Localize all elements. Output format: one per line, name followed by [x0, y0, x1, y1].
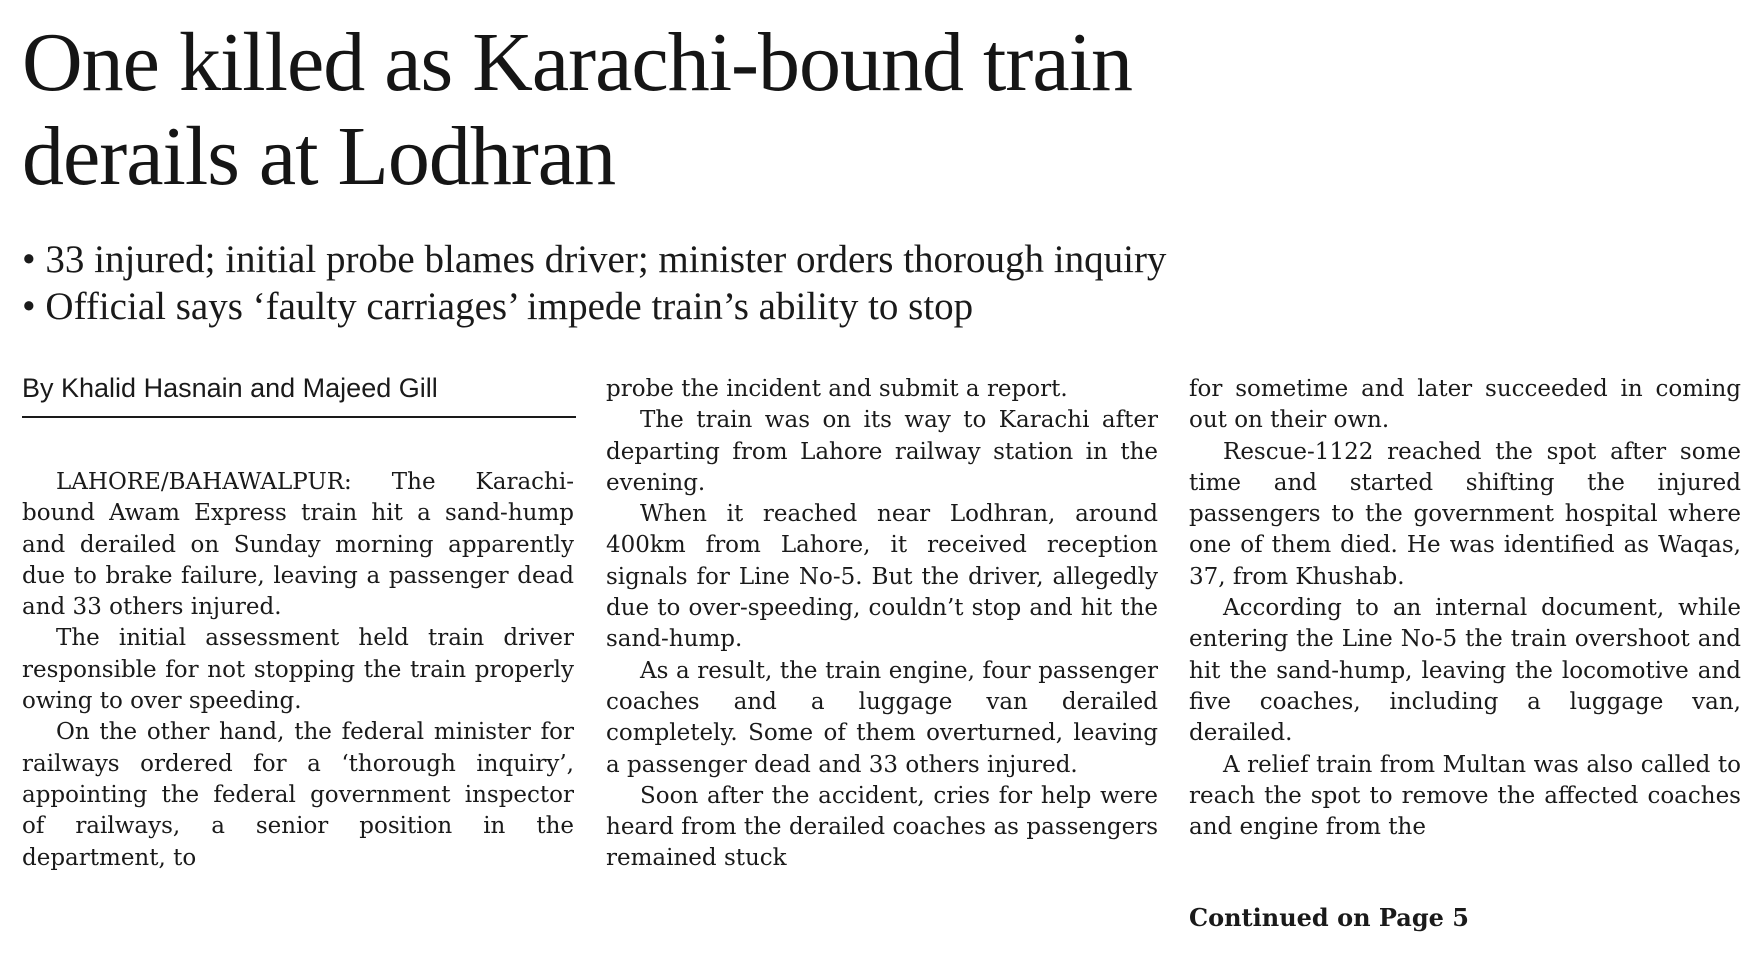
subheadlines	[22, 236, 1722, 330]
headline-line-1: One killed as Karachi-bound train	[22, 16, 1132, 109]
paragraph: Soon after the accident, cries for help were heard from the derailed coaches as passengers remained stuck	[606, 782, 1158, 872]
paragraph: As a result, the train engine, four passenger coaches and a luggage van derailed completely. Some of them overturned, leaving a passenger dead and 33 others injured.	[606, 657, 1158, 778]
subheadline-1: • 33 injured; initial probe blames driver; minister orders thorough inquiry	[22, 238, 1167, 281]
paragraph: LAHORE/BAHAWALPUR: The Karachi-bound Awam Express train hit a sand-hump and derailed on Sunday morning apparently due to brake failure, leaving a passenger dead and 33 others injured.	[22, 469, 574, 621]
paragraph: Rescue-1122 reached the spot after some time and started shifting the injured passengers to the government hospital where one of them died. He was identified as Waqas, 37, from Khushab.	[1189, 438, 1741, 590]
paragraph: According to an internal document, while entering the Line No-5 the train overshoot and hit the sand-hump, leaving the locomotive and five coaches, including a luggage van, derailed.	[1189, 595, 1741, 747]
continued-on-page-link[interactable]: Continued on Page 5	[1189, 903, 1469, 932]
headline-line-2: derails at Lodhran	[22, 110, 616, 203]
paragraph: probe the incident and submit a report.	[606, 376, 1068, 402]
headline	[22, 16, 1722, 204]
paragraph: A relief train from Multan was also called to reach the spot to remove the affected coaches and engine from the	[1189, 751, 1741, 841]
paragraph: On the other hand, the federal minister for railways ordered for a ‘thorough inquiry’, appointing the federal government inspector of railways, a senior position in the department, to	[22, 719, 574, 871]
article-column-1	[22, 467, 574, 874]
paragraph: The initial assessment held train driver responsible for not stopping the train properly owing to over speeding.	[22, 625, 574, 715]
article-column-3	[1189, 374, 1741, 843]
paragraph: for sometime and later succeeded in coming out on their own.	[1189, 376, 1741, 434]
paragraph: When it reached near Lodhran, around 400km from Lahore, it received reception signals for Line No-5. But the driver, allegedly due to over-speeding, couldn’t stop and hit the sand-hump.	[606, 501, 1158, 653]
subheadline-2: • Official says ‘faulty carriages’ impede train’s ability to stop	[22, 285, 974, 328]
paragraph: The train was on its way to Karachi after departing from Lahore railway station in the evening.	[606, 407, 1158, 496]
byline: By Khalid Hasnain and Majeed Gill	[22, 373, 438, 403]
article-column-2	[606, 374, 1158, 875]
byline-divider	[22, 416, 576, 418]
